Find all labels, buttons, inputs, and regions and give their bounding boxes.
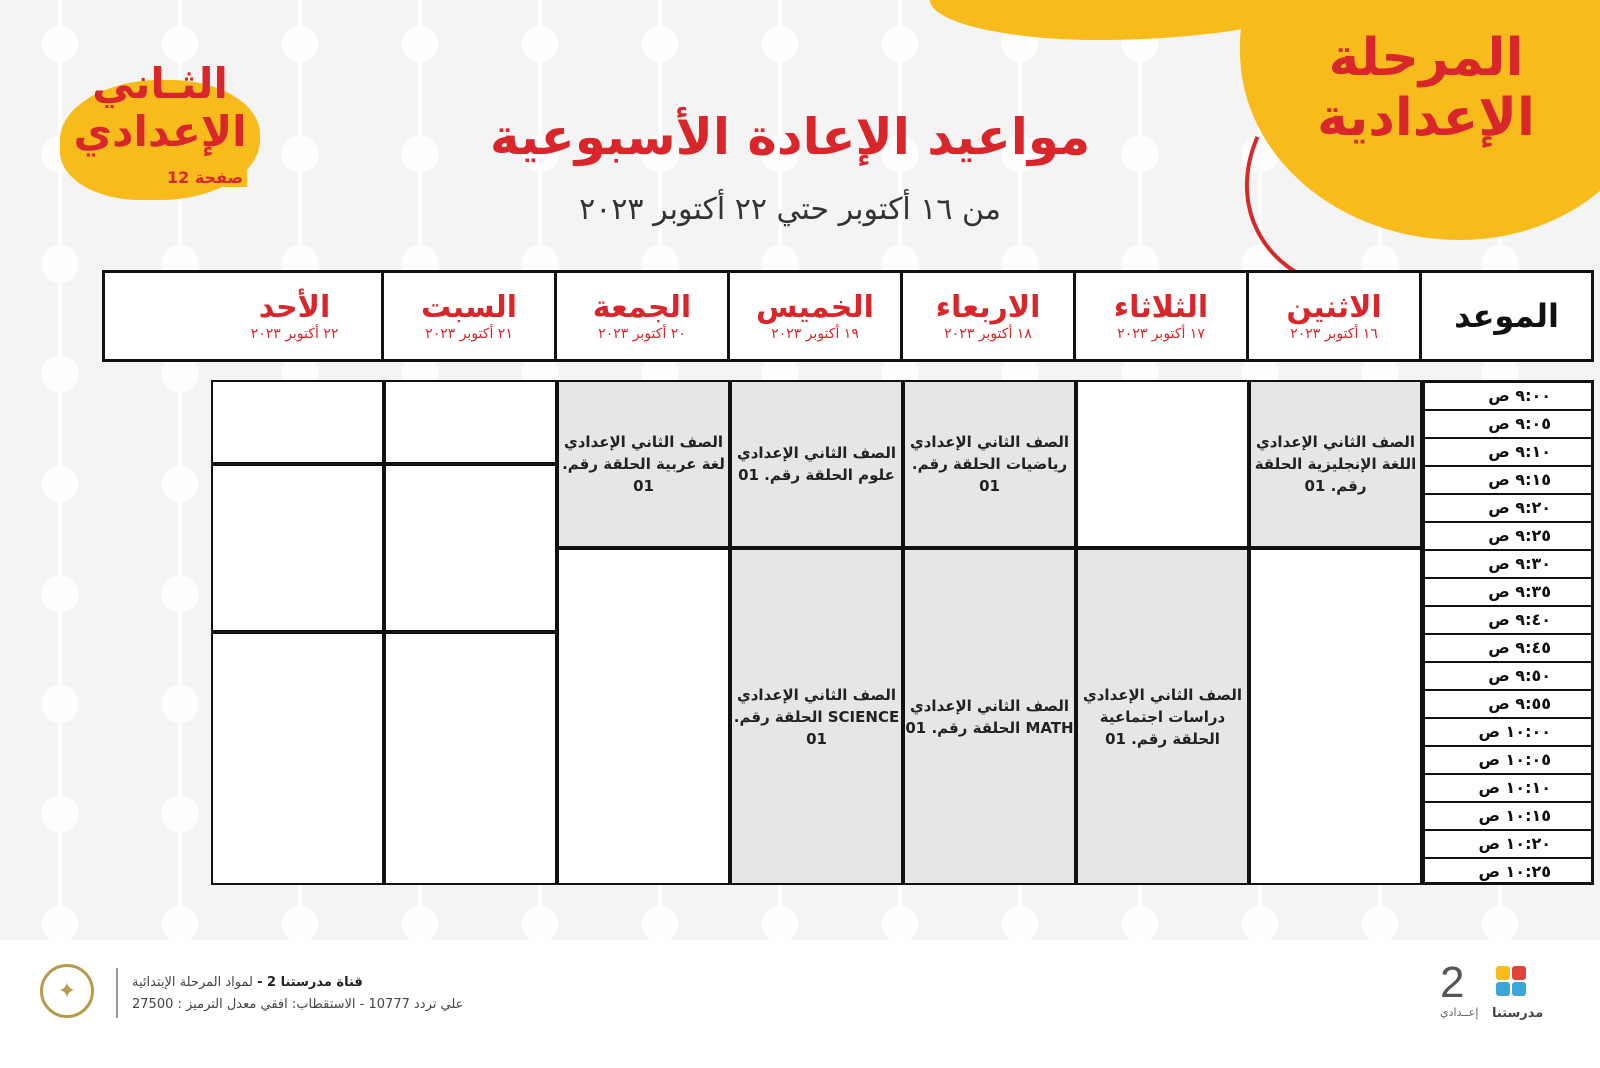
- time-slot: ٩:٤٠ ص: [1425, 607, 1591, 635]
- channel-info: [132, 972, 472, 1016]
- time-slot: ٩:٥٥ ص: [1425, 691, 1591, 719]
- day-date: ٢٢ أكتوبر ٢٠٢٣: [250, 326, 339, 342]
- stage-title: المرحلة الإعدادية: [1317, 28, 1535, 148]
- time-slot: ٩:٣٥ ص: [1425, 579, 1591, 607]
- logo-squares-icon: [1496, 966, 1540, 1000]
- session-block: الصف الثاني الإعدادي رياضيات الحلقة رقم. 01: [903, 380, 1076, 548]
- day-header-saturday: [381, 273, 554, 359]
- channel-desc: لمواد المرحلة الإبتدائية: [132, 975, 258, 990]
- time-slot: ٩:٠٥ ص: [1425, 411, 1591, 439]
- footer: [0, 940, 1600, 1068]
- time-slot: ٩:٥٠ ص: [1425, 663, 1591, 691]
- day-date: ١٦ أكتوبر ٢٠٢٣: [1290, 326, 1378, 342]
- badge-grade: الثـاني الإعدادي: [73, 59, 247, 156]
- day-header-friday: [554, 273, 727, 359]
- time-slot: ٩:١٠ ص: [1425, 439, 1591, 467]
- empty-block: [557, 548, 730, 885]
- session-block: الصف الثاني الإعدادي علوم الحلقة رقم. 01: [730, 380, 903, 548]
- empty-block: [1249, 548, 1422, 885]
- time-slot: ١٠:٢٥ ص: [1478, 862, 1551, 881]
- day-header-monday: [1246, 273, 1419, 359]
- time-slot: ٩:٣٠ ص: [1425, 551, 1591, 579]
- empty-block: [1076, 380, 1249, 548]
- schedule-header: [102, 270, 1594, 362]
- madrasatona-logo: [1440, 958, 1570, 1028]
- page-title: مواعيد الإعادة الأسبوعية: [489, 108, 1091, 166]
- page-subtitle: من ١٦ أكتوبر حتي ٢٢ أكتوبر ٢٠٢٣: [579, 192, 1001, 227]
- day-name: الخميس: [756, 290, 874, 325]
- logo-name: مدرستنا: [1492, 1006, 1544, 1021]
- empty-block: [384, 632, 557, 885]
- channel-line-2: علي تردد 10777 - الاستقطاب: افقي معدل الترميز : 27500: [132, 997, 464, 1012]
- channel-line-1: [132, 972, 472, 994]
- logo-number: 2: [1440, 958, 1465, 1007]
- day-name: الجمعة: [592, 290, 692, 325]
- empty-block: [384, 464, 557, 632]
- time-slot: ٩:١٥ ص: [1425, 467, 1591, 495]
- day-name: الاربعاء: [935, 290, 1041, 325]
- session-block: الصف الثاني الإعدادي SCIENCE الحلقة رقم. 01: [730, 548, 903, 885]
- session-block: الصف الثاني الإعدادي MATH الحلقة رقم. 01: [903, 548, 1076, 885]
- day-name: السبت: [420, 290, 518, 325]
- time-slot: ١٠:٠٥ ص: [1425, 747, 1591, 775]
- time-slot: ١٠:١٥ ص: [1425, 803, 1591, 831]
- time-slot: ١٠:٠٠ ص: [1425, 719, 1591, 747]
- day-header-wednesday: [900, 273, 1073, 359]
- badge-page: صفحة 12: [163, 168, 247, 187]
- ministry-seal-icon: ✦: [40, 964, 94, 1018]
- day-header-sunday: [208, 273, 381, 359]
- time-column-header: [1419, 273, 1591, 359]
- day-name: الاثنين: [1286, 290, 1382, 325]
- day-name: الأحد: [258, 290, 331, 325]
- time-slot: ١٠:١٠ ص: [1425, 775, 1591, 803]
- schedule-grid: [102, 380, 1594, 885]
- time-slot: ٩:٢٥ ص: [1425, 523, 1591, 551]
- empty-block: [211, 380, 384, 464]
- time-slot: ١٠:٢٠ ص: [1425, 831, 1591, 859]
- divider: [116, 968, 118, 1018]
- day-name: الثلاثاء: [1113, 290, 1209, 325]
- day-header-thursday: [727, 273, 900, 359]
- empty-block: [211, 464, 384, 632]
- time-slot: ٩:٤٥ ص: [1425, 635, 1591, 663]
- day-date: ١٩ أكتوبر ٢٠٢٣: [771, 326, 859, 342]
- header-label: الموعد: [1454, 297, 1559, 335]
- day-date: ١٨ أكتوبر ٢٠٢٣: [944, 326, 1032, 342]
- day-date: ٢١ أكتوبر ٢٠٢٣: [425, 326, 513, 342]
- channel-name: قناة مدرستنا 2 -: [257, 975, 363, 990]
- day-date: ٢٠ أكتوبر ٢٠٢٣: [598, 326, 686, 342]
- day-date: ١٧ أكتوبر ٢٠٢٣: [1117, 326, 1205, 342]
- time-column: [1422, 380, 1594, 885]
- empty-block: [384, 380, 557, 464]
- session-block: الصف الثاني الإعدادي اللغة الإنجليزية الحلقة رقم. 01: [1249, 380, 1422, 548]
- day-header-tuesday: [1073, 273, 1246, 359]
- session-block: الصف الثاني الإعدادي لغة عربية الحلقة رقم. 01: [557, 380, 730, 548]
- empty-block: [211, 632, 384, 885]
- logo-subtitle: إعــدادي: [1440, 1006, 1479, 1019]
- time-slot: ٩:٠٠ ص: [1425, 383, 1591, 411]
- session-block: الصف الثاني الإعدادي دراسات اجتماعية الحلقة رقم. 01: [1076, 548, 1249, 885]
- grade-badge: [45, 60, 275, 210]
- time-slot: ٩:٢٠ ص: [1425, 495, 1591, 523]
